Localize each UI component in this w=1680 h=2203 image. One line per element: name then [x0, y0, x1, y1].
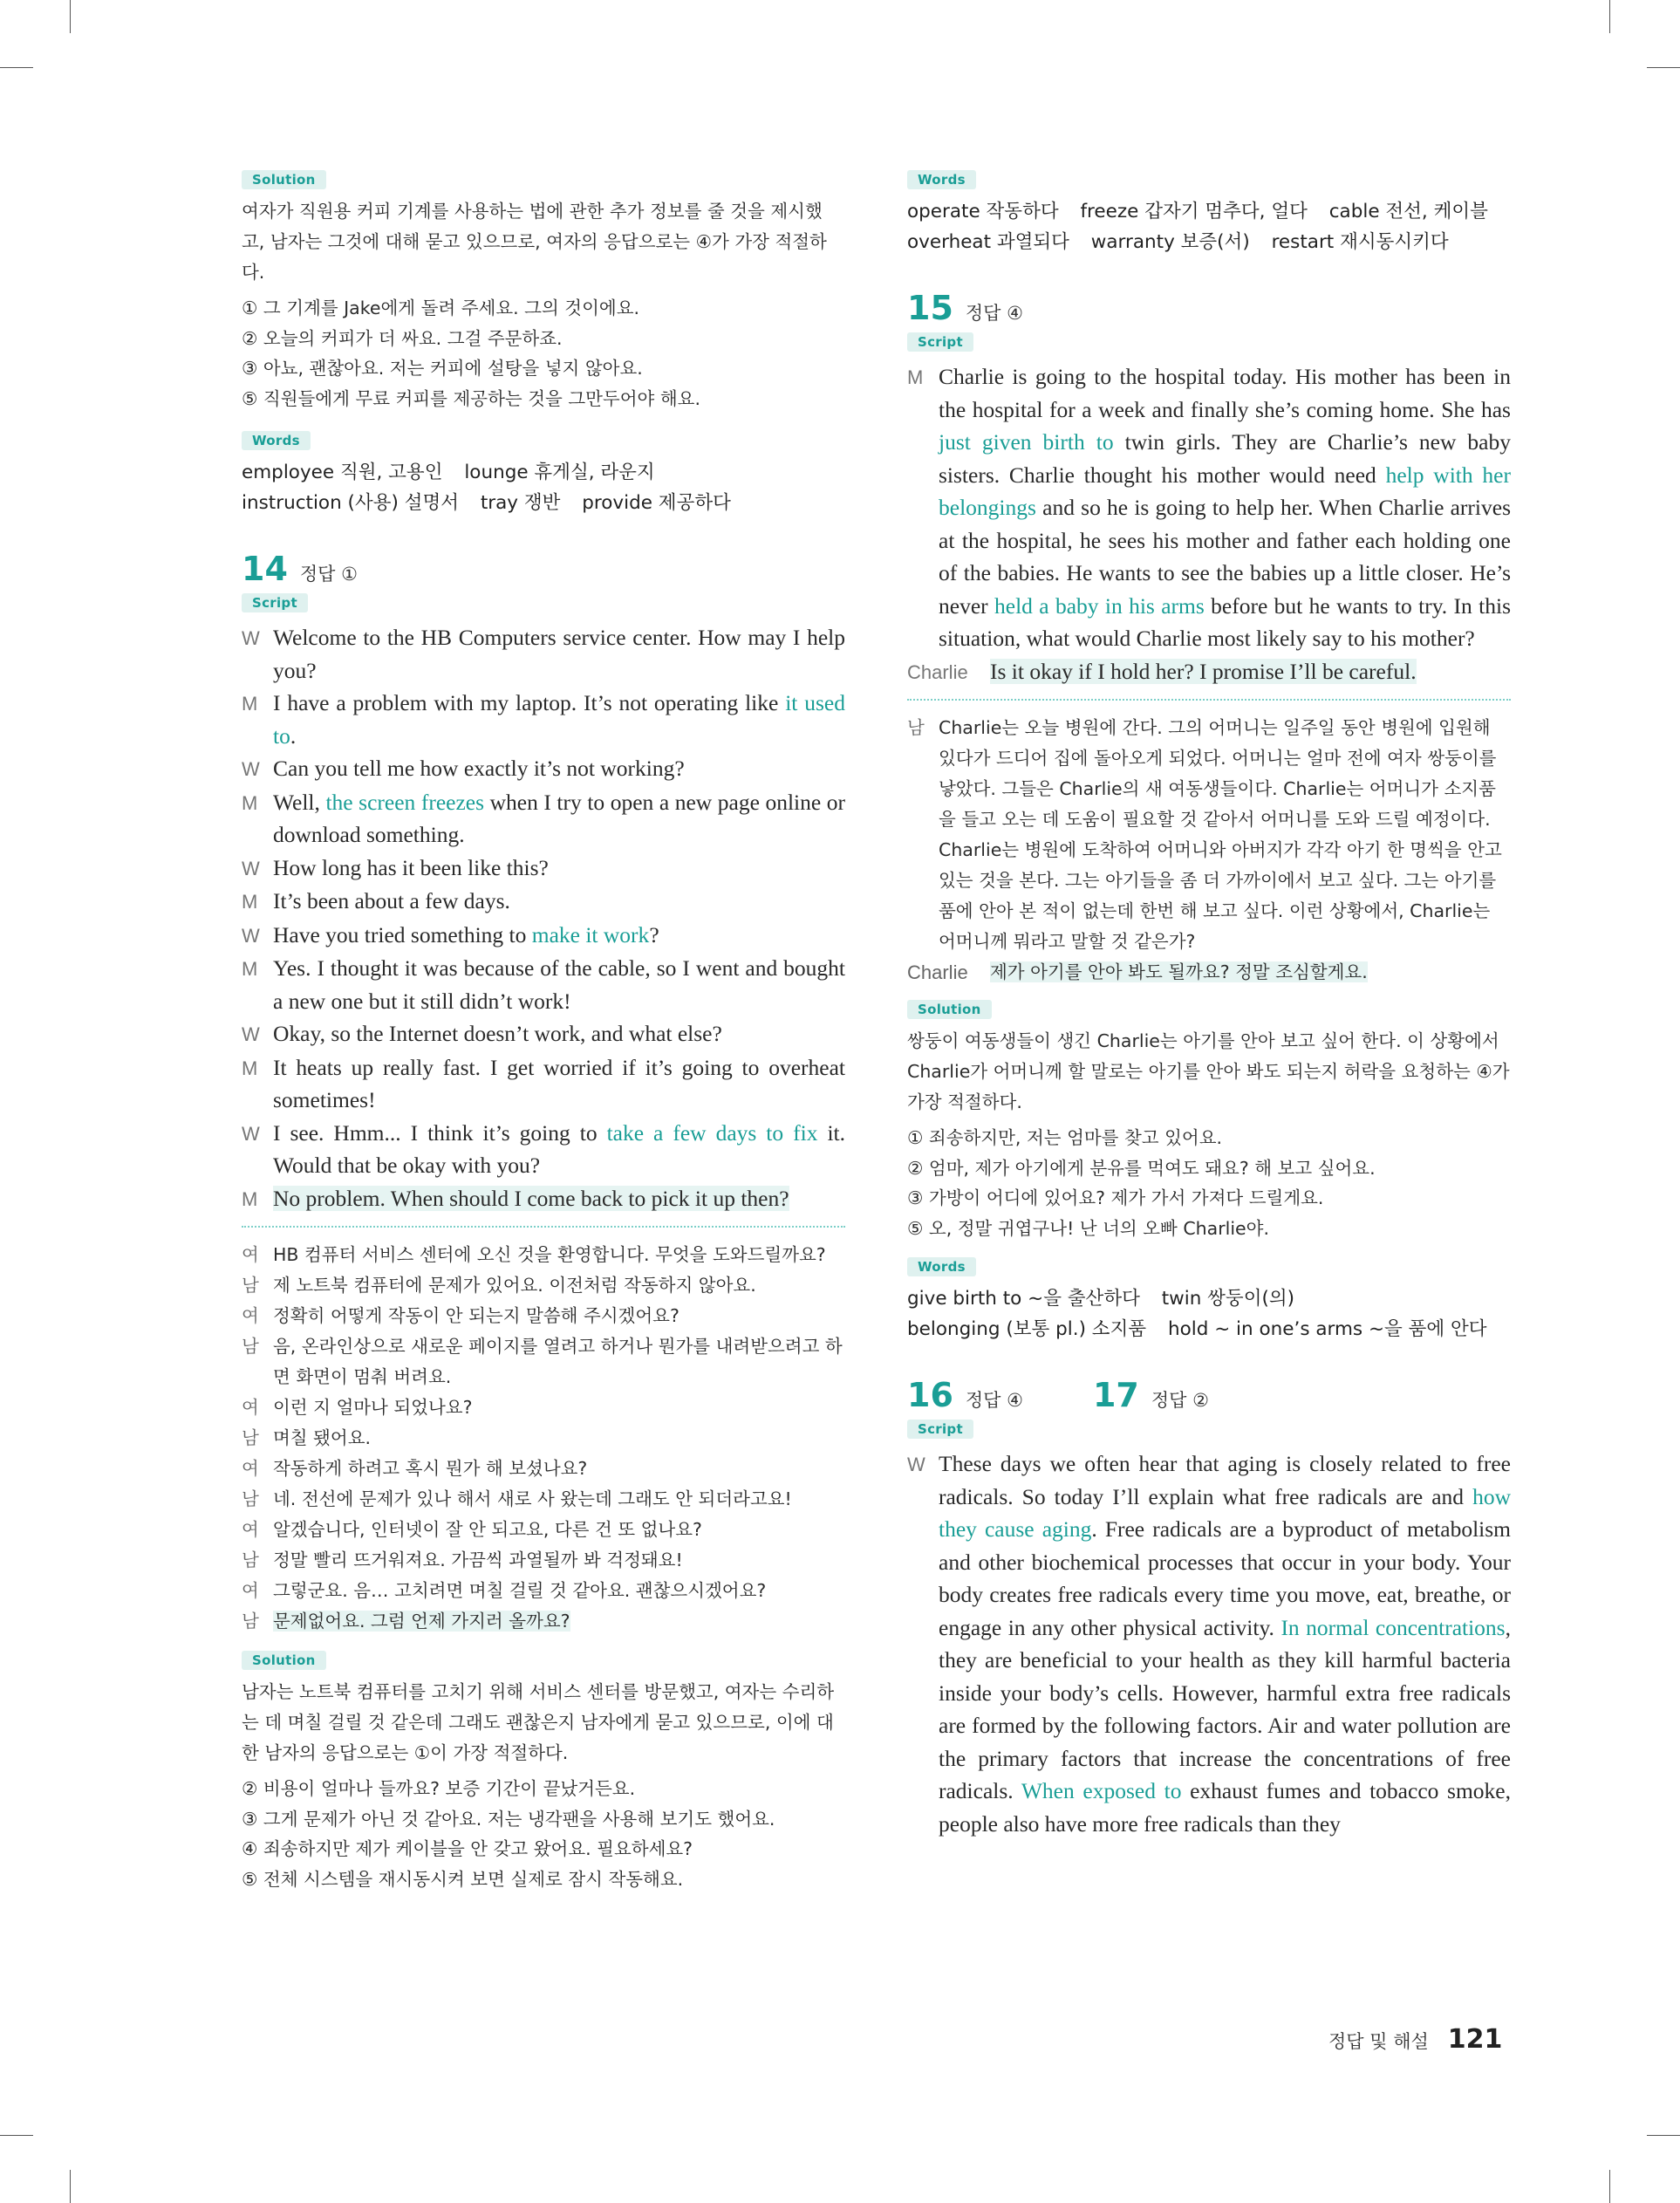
page-number: 121: [1447, 2024, 1503, 2055]
script-text: [273, 752, 845, 786]
translation-line: [242, 1301, 845, 1331]
word-item: freeze 갑자기 멈추다, 얼다: [1080, 201, 1308, 222]
script-tag: Script: [907, 1420, 973, 1439]
script-line: [242, 952, 845, 1017]
crop-mark: [0, 2135, 33, 2136]
text-span: .: [290, 722, 297, 749]
highlighted-phrase: just given birth to: [939, 429, 1114, 455]
translation-text: [990, 957, 1511, 988]
text-span: It’s been about a few days.: [273, 888, 510, 913]
translation-line: [242, 1606, 845, 1637]
speaker-label: W: [242, 857, 260, 879]
text-span: I have a problem with my laptop. It’s not operating like: [273, 690, 786, 715]
translation-text: [273, 1270, 845, 1301]
text-span: Well,: [273, 789, 326, 815]
left-column: [242, 170, 845, 1894]
speaker-label: W: [242, 758, 260, 780]
text-span: Welcome to the HB Computers service center. How may I help you?: [273, 625, 845, 683]
speaker-label: 남: [242, 1488, 259, 1509]
text-span: twin girls. They are Charlie’s new baby sisters. Charlie thought his mother would need: [939, 429, 1511, 488]
script-text: [939, 360, 1511, 655]
translation-line: [242, 1240, 845, 1270]
page-footer: [1328, 2024, 1502, 2055]
speaker-label: Charlie: [907, 961, 968, 983]
word-item: belonging (보통 pl.) 소지품: [907, 1318, 1147, 1340]
script-tag: Script: [242, 593, 308, 612]
text-span: Charlie is going to the hospital today. His mother has been in the hospital for a week and finally she’s coming home. She has: [939, 364, 1511, 422]
text-span: 정말 빨리 뜨거워져요. 가끔씩 과열될까 봐 걱정돼요!: [273, 1550, 683, 1570]
translation-line: [242, 1515, 845, 1545]
script-line: [907, 655, 1511, 689]
text-span: Have you tried something to: [273, 921, 532, 948]
text-span: Okay, so the Internet doesn’t work, and what else?: [273, 1021, 722, 1046]
highlighted-phrase: how they cause aging: [939, 1483, 1511, 1542]
question-16-17: [907, 1376, 1511, 1840]
answer-sentence: 문제없어요. 그럼 언제 가지러 올까요?: [273, 1611, 570, 1632]
text-span: exhaust fumes and tobacco smoke, people also have more free radicals than they: [939, 1778, 1511, 1837]
word-item: hold ~ in one’s arms ~을 품에 안다: [1167, 1318, 1487, 1340]
question-header: [242, 550, 845, 588]
script-text: [273, 1117, 845, 1182]
word-item: tray 쟁반: [480, 492, 561, 514]
words-15: [907, 1257, 1511, 1344]
script-text: [273, 1017, 845, 1051]
script-line: [242, 852, 845, 886]
text-span: I see. Hmm... I think it’s going to: [273, 1119, 607, 1146]
speaker-label: M: [242, 891, 258, 913]
text-span: and so he is going to help her. When Charlie arrives at the hospital, he sees his mother and father each holding one of the babies. He wants to see the babies up a little closer. He’s never: [939, 495, 1511, 619]
script-text: [273, 786, 845, 852]
question-header: [907, 1376, 1511, 1414]
crop-mark: [70, 2170, 71, 2203]
word-item: cable 전선, 케이블: [1328, 201, 1488, 222]
script-line: [907, 360, 1511, 655]
script-line: [242, 752, 845, 786]
highlighted-phrase: the screen freezes: [325, 789, 485, 815]
words-line: [907, 227, 1511, 257]
solution-options: [242, 1774, 845, 1894]
translation-line: [242, 1270, 845, 1301]
crop-mark: [1609, 0, 1610, 33]
option-item: ① 죄송하지만, 저는 엄마를 찾고 있어요.: [907, 1127, 1223, 1148]
crop-mark: [0, 67, 33, 68]
question-14: [242, 550, 845, 1894]
answer-sentence: 제가 아기를 안아 봐도 될까요? 정말 조심할게요.: [990, 961, 1368, 982]
translation-text: [273, 1423, 845, 1454]
solution-tag: Solution: [242, 170, 326, 189]
text-span: 알겠습니다, 인터넷이 잘 안 되고요, 다른 건 또 없나요?: [273, 1519, 702, 1540]
right-column: [907, 170, 1511, 1840]
speaker-label: 여: [242, 1519, 259, 1540]
speaker-label: 남: [242, 1611, 259, 1632]
speaker-label: M: [242, 958, 258, 980]
text-span: before but he wants to try. In this situation, what would Charlie most likely say to his mother?: [939, 592, 1511, 651]
option-item: ④ 죄송하지만 제가 케이블을 안 갖고 왔어요. 필요하세요?: [242, 1838, 693, 1859]
script-14: [242, 621, 845, 1215]
words-tag: Words: [242, 431, 311, 450]
option-item: ③ 그게 문제가 아닌 것 같아요. 저는 냉각팬을 사용해 보기도 했어요.: [242, 1808, 775, 1830]
script-line: [242, 1117, 845, 1182]
solution-tag: Solution: [907, 1000, 992, 1019]
script-tag: Script: [907, 332, 973, 352]
solution-13: [242, 170, 845, 414]
answer-label: 정답 ④: [965, 303, 1023, 324]
option-item: ⑤ 직원들에게 무료 커피를 제공하는 것을 그만두어야 해요.: [242, 387, 700, 409]
text-span: , they are beneficial to your health as they kill harmful bacteria inside your body’s cells. However, harmful extra free radicals are formed by the following factors. Air and water pollution are the primary factors that increase the concentrations of free radicals.: [939, 1614, 1511, 1803]
words-line: [907, 1314, 1511, 1344]
speaker-label: 남: [907, 717, 925, 738]
translation-text: [273, 1454, 845, 1484]
word-item: employee 직원, 고용인: [242, 462, 443, 483]
highlighted-phrase: When exposed to: [1021, 1778, 1182, 1803]
words-tag: Words: [907, 1257, 976, 1276]
translation-14: [242, 1240, 845, 1637]
translation-text: [273, 1576, 845, 1606]
dotted-divider: [907, 699, 1511, 701]
answer-sentence: Is it okay if I hold her? I promise I’ll be careful.: [990, 658, 1417, 684]
speaker-label: 여: [242, 1244, 259, 1265]
script-15: [907, 360, 1511, 688]
question-15: [907, 289, 1511, 1344]
text-span: 작동하게 하려고 혹시 뭔가 해 보셨나요?: [273, 1458, 588, 1479]
speaker-label: W: [242, 1122, 260, 1145]
script-line: [242, 1182, 845, 1216]
translation-line: [242, 1423, 845, 1454]
translation-text: [939, 713, 1511, 957]
option-item: ① 그 기계를 Jake에게 돌려 주세요. 그의 것이에요.: [242, 298, 640, 318]
text-span: 제 노트북 컴퓨터에 문제가 있어요. 이전처럼 작동하지 않아요.: [273, 1275, 756, 1296]
solution-options: [907, 1123, 1511, 1243]
solution-tag: Solution: [242, 1651, 326, 1670]
speaker-label: M: [242, 1057, 258, 1079]
translation-line: [242, 1484, 845, 1515]
word-item: give birth to ~을 출산하다: [907, 1288, 1140, 1310]
solution-text: 남자는 노트북 컴퓨터를 고치기 위해 서비스 센터를 방문했고, 여자는 수리하는 데 며칠 걸릴 것 같은데 그래도 괜찮은지 남자에게 묻고 있으므로, 이에 대한 남자의 응답으로는 ①이 가장 적절하다.: [242, 1681, 835, 1763]
translation-line: [242, 1454, 845, 1484]
highlighted-phrase: In normal concentrations: [1280, 1614, 1506, 1640]
script-line: [242, 919, 845, 953]
translation-line: [242, 1576, 845, 1606]
option-item: ⑤ 오, 정말 귀엽구나! 난 너의 오빠 Charlie야.: [907, 1217, 1269, 1239]
words-line: [242, 488, 845, 518]
translation-text: [273, 1545, 845, 1576]
solution-14: [242, 1651, 845, 1894]
highlighted-phrase: held a baby in his arms: [994, 592, 1205, 619]
text-span: 며칠 됐어요.: [273, 1427, 372, 1448]
script-16: [907, 1447, 1511, 1840]
words-line: [242, 457, 845, 488]
option-item: ② 비용이 얼마나 들까요? 보증 기간이 끝났거든요.: [242, 1778, 636, 1799]
translation-line: [242, 1545, 845, 1576]
translation-line: [242, 1392, 845, 1423]
answer-label: 정답 ①: [299, 564, 358, 585]
script-text: [273, 687, 845, 752]
text-span: 네. 전선에 문제가 있나 해서 새로 사 왔는데 그래도 안 되더라고요!: [273, 1488, 792, 1509]
text-span: Yes. I thought it was because of the cable, so I went and bought a new one but it still didn’t work!: [273, 955, 845, 1014]
speaker-label: M: [242, 1187, 258, 1210]
speaker-label: W: [242, 924, 260, 947]
translation-text: [273, 1392, 845, 1423]
question-header: [907, 289, 1511, 327]
text-span: It heats up really fast. I get worried if it’s going to overheat sometimes!: [273, 1054, 845, 1112]
speaker-label: M: [242, 693, 258, 715]
text-span: when I try to open a new page online or download something.: [273, 789, 846, 847]
word-item: warranty 보증(서): [1090, 231, 1250, 253]
speaker-label: W: [242, 627, 260, 649]
translation-line: [907, 957, 1511, 988]
answer-sentence: No problem. When should I come back to pick it up then?: [273, 1185, 789, 1211]
crop-mark: [1647, 67, 1680, 68]
highlighted-phrase: make it work: [531, 921, 650, 948]
word-item: twin 쌍둥이(의): [1161, 1288, 1295, 1310]
script-text: [273, 1051, 845, 1117]
script-line: [242, 621, 845, 687]
words-14: [907, 170, 1511, 257]
text-span: Can you tell me how exactly it’s not working?: [273, 756, 685, 781]
translation-text: [273, 1606, 845, 1637]
translation-text: [273, 1240, 845, 1270]
speaker-label: 남: [242, 1336, 259, 1357]
speaker-label: Charlie: [907, 660, 968, 683]
option-item: ② 오늘의 커피가 더 싸요. 그걸 주문하죠.: [242, 327, 563, 349]
words-line: [907, 1283, 1511, 1314]
text-span: 이런 지 얼마나 되었나요?: [273, 1397, 473, 1418]
text-span: Charlie는 오늘 병원에 간다. 그의 어머니는 일주일 동안 병원에 입원해 있다가 드디어 집에 돌아오게 되었다. 어머니는 얼마 전에 여자 쌍둥이를 낳았다. 그들은 Charlie의 새 여동생들이다. Charlie는 어머니가 소지품을 들고 오는 데 도움이 필요할 것 같아서 어머니를 도와 드릴 예정이다. Charlie는 병원에 도착하여 어머니와 아버지가 각각 아기 한 명씩을 안고 있는 것을 본다. 그는 아기들을 좀 더 가까이에서 보고 싶다. 그는 아기를 품에 안아 본 적이 없는데 한번 해 보고 싶다. 이런 상황에서, Charlie는 어머니께 뭐라고 말할 것 같은가?: [939, 717, 1502, 952]
script-line: [242, 1017, 845, 1051]
highlighted-phrase: it used to: [273, 690, 845, 749]
speaker-label: 남: [242, 1550, 259, 1570]
question-number: 15: [907, 289, 953, 327]
script-line: [242, 687, 845, 752]
solution-15: [907, 1000, 1511, 1243]
translation-line: [907, 713, 1511, 957]
speaker-label: 여: [242, 1458, 259, 1479]
question-number: 17: [1092, 1376, 1139, 1414]
crop-mark: [1609, 2170, 1610, 2203]
script-text: [939, 1447, 1511, 1840]
script-text: [273, 1182, 845, 1216]
text-span: 정확히 어떻게 작동이 안 되는지 말씀해 주시겠어요?: [273, 1305, 680, 1326]
speaker-label: 여: [242, 1305, 259, 1326]
word-item: operate 작동하다: [907, 201, 1059, 222]
speaker-label: 남: [242, 1275, 259, 1296]
translation-text: [273, 1331, 845, 1392]
solution-options: [242, 293, 845, 414]
text-span: 그렇군요. 음… 고치려면 며칠 걸릴 것 같아요. 괜찮으시겠어요?: [273, 1580, 767, 1601]
text-span: it. Would that be okay with you?: [273, 1119, 845, 1178]
solution-text: 여자가 직원용 커피 기계를 사용하는 법에 관한 추가 정보를 줄 것을 제시했고, 남자는 그것에 대해 묻고 있으므로, 여자의 응답으로는 ④가 가장 적절하다.: [242, 201, 827, 283]
speaker-label: 여: [242, 1580, 259, 1601]
script-line: [242, 1051, 845, 1117]
text-span: ?: [649, 921, 659, 948]
translation-15: [907, 713, 1511, 988]
dotted-divider: [242, 1226, 845, 1228]
text-span: These days we often hear that aging is closely related to free radicals. So today I’ll explain what free radicals are and: [939, 1451, 1511, 1509]
footer-label: 정답 및 해설: [1328, 2031, 1429, 2052]
option-item: ⑤ 전체 시스템을 재시동시켜 보면 실제로 잠시 작동해요.: [242, 1868, 684, 1890]
script-line: [242, 885, 845, 919]
words-tag: Words: [907, 170, 976, 189]
crop-mark: [70, 0, 71, 33]
text-span: 음, 온라인상으로 새로운 페이지를 열려고 하거나 뭔가를 내려받으려고 하면 화면이 멈춰 버려요.: [273, 1336, 843, 1387]
words-13: [242, 431, 845, 518]
script-text: [273, 621, 845, 687]
speaker-label: W: [907, 1454, 925, 1475]
script-text: [990, 655, 1511, 689]
answer-label: 정답 ④: [965, 1390, 1023, 1411]
answer-label: 정답 ②: [1151, 1390, 1209, 1411]
word-item: provide 제공하다: [582, 492, 731, 514]
word-item: lounge 휴게실, 라운지: [464, 462, 655, 483]
translation-text: [273, 1515, 845, 1545]
speaker-label: 여: [242, 1397, 259, 1418]
script-line: [907, 1447, 1511, 1840]
speaker-label: M: [907, 366, 924, 388]
speaker-label: M: [242, 791, 258, 814]
question-number: 16: [907, 1376, 953, 1414]
speaker-label: W: [242, 1023, 260, 1045]
script-text: [273, 919, 845, 953]
question-number: 14: [242, 550, 288, 588]
word-item: restart 재시동시키다: [1271, 231, 1449, 253]
script-line: [242, 786, 845, 852]
speaker-label: 남: [242, 1427, 259, 1448]
text-span: How long has it been like this?: [273, 854, 549, 880]
translation-text: [273, 1301, 845, 1331]
option-item: ③ 가방이 어디에 있어요? 제가 가서 가져다 드릴게요.: [907, 1187, 1324, 1208]
word-item: overheat 과열되다: [907, 231, 1069, 253]
option-item: ③ 아뇨, 괜찮아요. 저는 커피에 설탕을 넣지 않아요.: [242, 358, 643, 379]
crop-mark: [1647, 2135, 1680, 2136]
words-line: [907, 196, 1511, 227]
text-span: HB 컴퓨터 서비스 센터에 오신 것을 환영합니다. 무엇을 도와드릴까요?: [273, 1244, 826, 1265]
script-text: [273, 952, 845, 1017]
highlighted-phrase: help with her belongings: [939, 462, 1511, 520]
script-text: [273, 852, 845, 886]
translation-line: [242, 1331, 845, 1392]
option-item: ② 엄마, 제가 아기에게 분유를 먹여도 돼요? 해 보고 싶어요.: [907, 1157, 1376, 1179]
solution-text: 쌍둥이 여동생들이 생긴 Charlie는 아기를 안아 보고 싶어 한다. 이 상황에서 Charlie가 어머니께 할 말로는 아기를 안아 봐도 되는지 허락을 요청하는 ④가 가장 적절하다.: [907, 1030, 1510, 1112]
text-span: . Free radicals are a byproduct of metabolism and other biochemical processes that occur in your body. Your body creates free radicals every time you move, eat, breathe, or engage in any other physical activity.: [939, 1516, 1511, 1640]
translation-text: [273, 1484, 845, 1515]
highlighted-phrase: take a few days to fix: [606, 1119, 818, 1146]
script-text: [273, 885, 845, 919]
word-item: instruction (사용) 설명서: [242, 492, 459, 514]
